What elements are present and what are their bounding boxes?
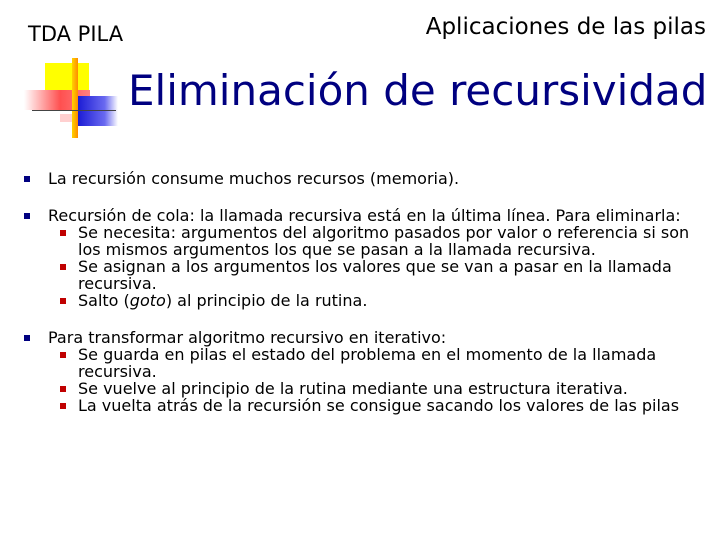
sub-bullet-item bbox=[48, 258, 698, 292]
bullet-text: Para transformar algoritmo recursivo en iterativo: bbox=[48, 328, 447, 347]
sub-bullet-text: Se necesita: argumentos del algoritmo pasados por valor o referencia si son los mismos argumentos los que se pasan a la llamada recursiva. bbox=[78, 223, 690, 259]
section-label: TDA PILA bbox=[28, 22, 124, 46]
sub-bullet-item bbox=[48, 224, 698, 258]
goto-keyword: goto bbox=[129, 291, 166, 310]
bullet-icon bbox=[24, 176, 30, 182]
bullet-text: Recursión de cola: la llamada recursiva está en la última línea. Para eliminarla: bbox=[48, 206, 681, 225]
bullet-icon bbox=[24, 335, 30, 341]
sub-bullet-item bbox=[48, 380, 698, 397]
decorative-logo bbox=[24, 58, 116, 140]
sub-bullet-text: La vuelta atrás de la recursión se consigue sacando los valores de las pilas bbox=[78, 396, 680, 415]
slide-title: Eliminación de recursividad bbox=[128, 66, 708, 115]
sub-bullet-icon bbox=[60, 230, 66, 236]
sub-bullet-text-before: Salto ( bbox=[78, 291, 130, 310]
sub-bullet-item bbox=[48, 292, 698, 309]
sub-bullet-text: Se guarda en pilas el estado del problema en el momento de la llamada recursiva. bbox=[78, 345, 657, 381]
sub-bullet-text-after: ) al principio de la rutina. bbox=[165, 291, 368, 310]
sub-bullet-text: Se asignan a los argumentos los valores que se van a pasar en la llamada recursiva. bbox=[78, 257, 672, 293]
sub-bullet-icon bbox=[60, 386, 66, 392]
slide-topic: Aplicaciones de las pilas bbox=[425, 14, 706, 40]
sub-bullet-icon bbox=[60, 264, 66, 270]
sub-bullet-text: Se vuelve al principio de la rutina mediante una estructura iterativa. bbox=[78, 379, 628, 398]
sub-bullet-icon bbox=[60, 403, 66, 409]
bullet-item bbox=[48, 170, 698, 187]
sub-bullet-item bbox=[48, 346, 698, 380]
bullet-text: La recursión consume muchos recursos (memoria). bbox=[48, 169, 460, 188]
sub-bullet-item bbox=[48, 397, 698, 414]
sub-bullet-icon bbox=[60, 352, 66, 358]
bullet-item bbox=[48, 207, 698, 309]
bullet-item bbox=[48, 329, 698, 414]
bullet-list bbox=[48, 170, 698, 414]
sub-bullet-icon bbox=[60, 298, 66, 304]
bullet-icon bbox=[24, 213, 30, 219]
